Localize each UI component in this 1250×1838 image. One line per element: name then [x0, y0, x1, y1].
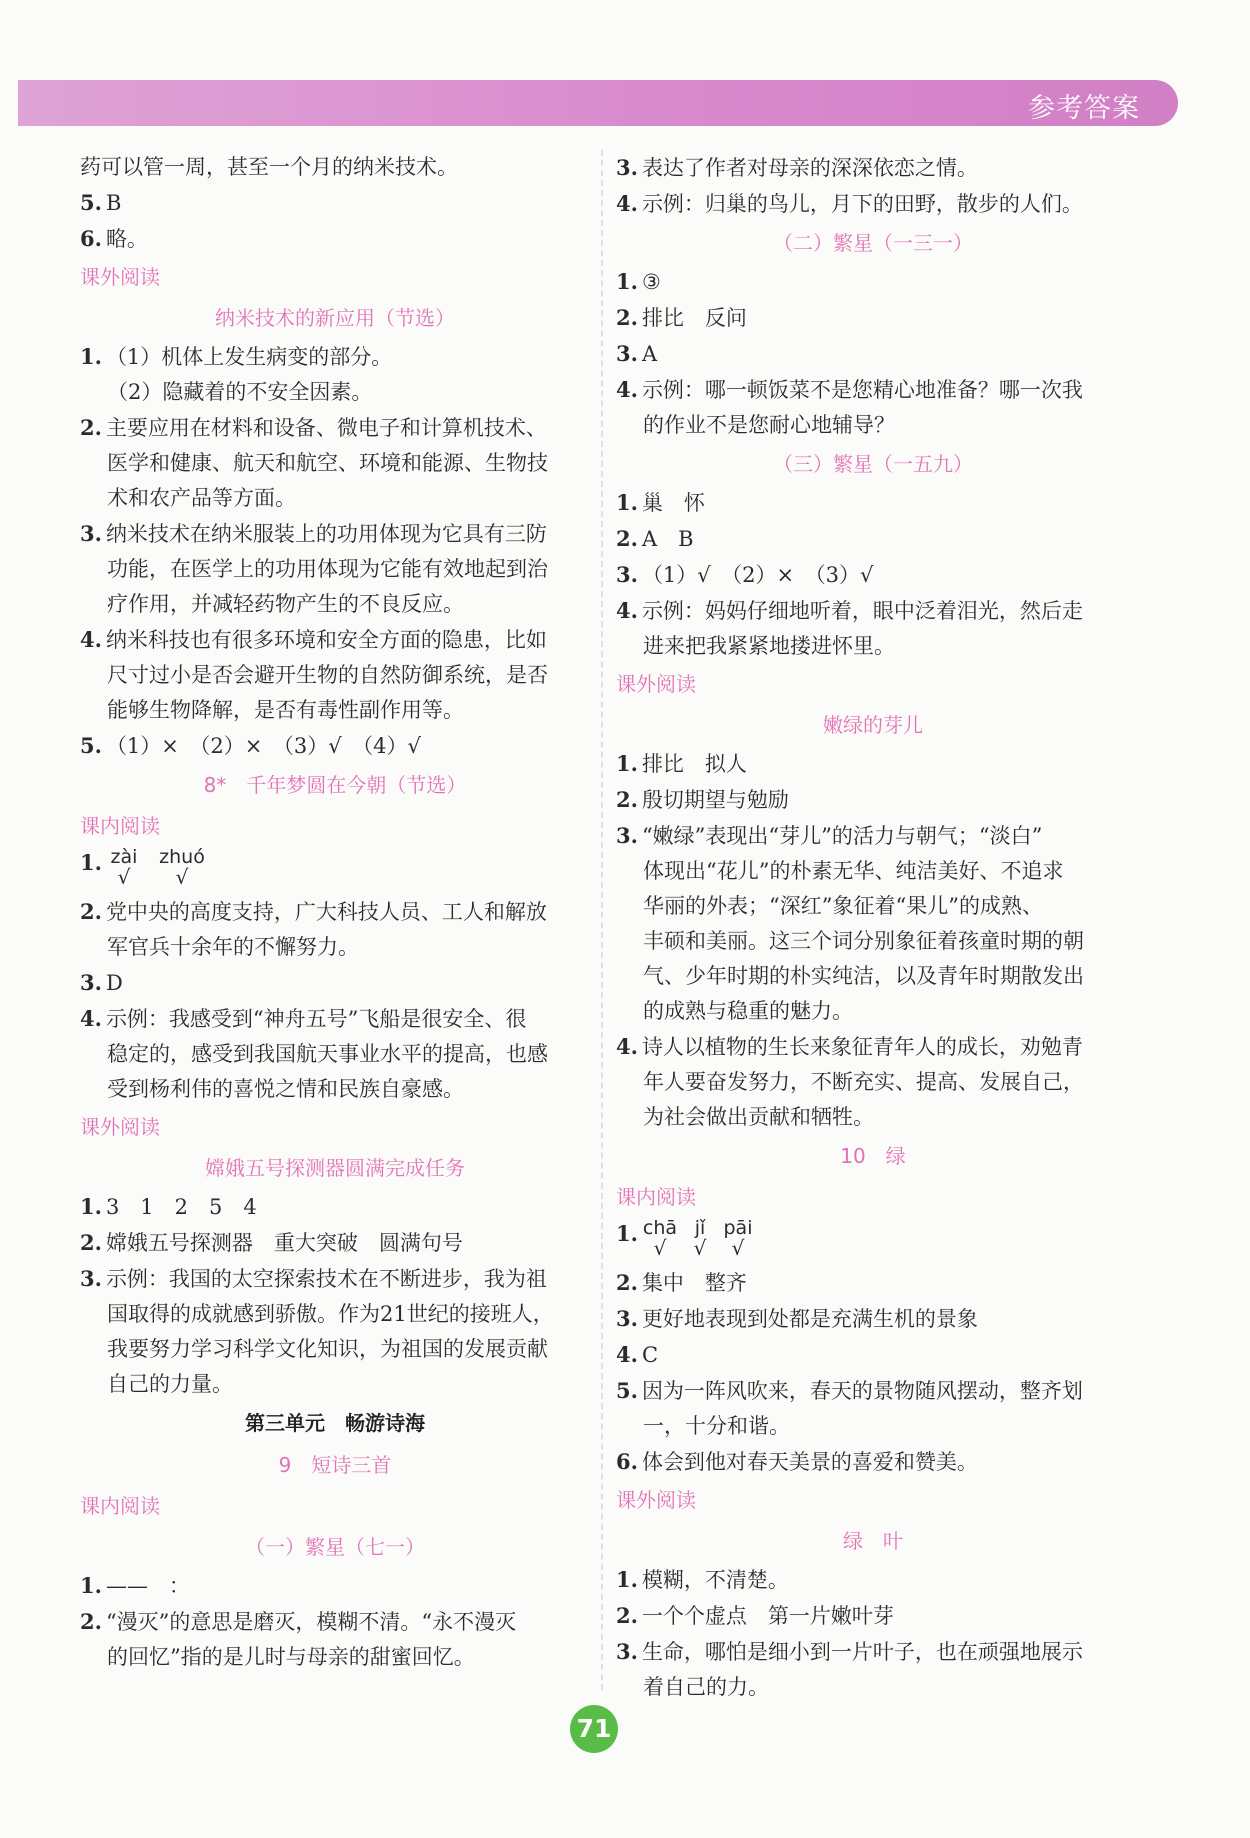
answer-line: 气、少年时期的朴实纯洁，以及青年时期散发出: [643, 964, 1084, 988]
header-title: 参考答案: [1028, 93, 1140, 124]
answer-item: 4. 示例：妈妈仔细地听着，眼中泛着泪光，然后走: [616, 598, 1083, 623]
section-label: 课外阅读: [80, 265, 160, 289]
answer-item: 1. 巢 怀: [616, 490, 705, 515]
answer-item: 3. D: [80, 970, 123, 995]
answer-item: 3. “嫩绿”表现出“芽儿”的活力与朝气；“淡白”: [616, 823, 1043, 848]
pinyin-word: zhuó √: [159, 846, 205, 889]
answer-item: 2. 主要应用在材料和设备、微电子和计算机技术、: [80, 415, 547, 440]
answer-line: 军官兵十余年的不懈努力。: [107, 935, 359, 959]
section-label: 课外阅读: [616, 672, 696, 696]
answer-item: 1. —— ：: [80, 1573, 190, 1598]
answer-item: 2. 殷切期望与勉励: [616, 787, 789, 812]
answer-item: 6. 略。: [80, 226, 148, 251]
answer-item: 1. ③: [616, 269, 661, 294]
answer-line: 稳定的，感受到我国航天事业水平的提高，也感: [107, 1042, 548, 1066]
answer-item: 4. 诗人以植物的生长来象征青年人的成长，劝勉青: [616, 1034, 1083, 1059]
answer-item: 3. 生命，哪怕是细小到一片叶子，也在顽强地展示: [616, 1639, 1083, 1664]
article-title: （二）繁星（一三一）: [773, 231, 973, 255]
answer-line: （2）隐藏着的不安全因素。: [107, 380, 373, 404]
answer-item: 2. 嫦娥五号探测器 重大突破 圆满句号: [80, 1230, 463, 1255]
answer-item: 2. 一个个虚点 第一片嫩叶芽: [616, 1603, 894, 1628]
answer-line: 功能，在医学上的功用体现为它能有效地起到治: [107, 557, 548, 581]
section-label: 课内阅读: [616, 1185, 696, 1209]
answer-item: 4. 示例：归巢的鸟儿，月下的田野，散步的人们。: [616, 191, 1083, 216]
answer-line: 自己的力量。: [107, 1372, 233, 1396]
section-label: 课外阅读: [80, 1115, 160, 1139]
answer-item: 3. A: [616, 341, 658, 366]
header-banner: [18, 80, 1178, 126]
answer-item: 2. “漫灭”的意思是磨灭，模糊不清。“永不漫灭: [80, 1609, 517, 1634]
answer-line: 尺寸过小是否会避开生物的自然防御系统，是否: [107, 663, 548, 687]
answer-item: 1. 模糊，不清楚。: [616, 1567, 789, 1592]
answer-item: 3. 示例：我国的太空探索技术在不断进步，我为祖: [80, 1266, 547, 1291]
answer-line: 的成熟与稳重的魅力。: [643, 999, 853, 1023]
answer-line: 华丽的外表；“深红”象征着“果儿”的成熟、: [643, 894, 1043, 918]
pinyin-word: jǐ √: [693, 1217, 707, 1260]
answer-item: 1. 排比 拟人: [616, 751, 747, 776]
answer-item: 4. 示例：我感受到“神舟五号”飞船是很安全、很: [80, 1006, 527, 1031]
pinyin-word: pāi √: [723, 1217, 753, 1260]
answer-item: 4. 示例：哪一顿饭菜不是您精心地准备？哪一次我: [616, 377, 1083, 402]
article-title: （三）繁星（一五九）: [773, 452, 973, 476]
answer-item: 2. 党中央的高度支持，广大科技人员、工人和解放: [80, 899, 547, 924]
answer-item: 2. 集中 整齐: [616, 1270, 747, 1295]
pinyin-answer: 1. zài √ zhuó √: [80, 846, 590, 894]
answer-line: 年人要奋发努力，不断充实、提高、发展自己，: [643, 1070, 1084, 1094]
answer-line: 进来把我紧紧地搂进怀里。: [643, 634, 895, 658]
answer-item: 1. （1）机体上发生病变的部分。: [80, 344, 393, 369]
pinyin-word: chā √: [642, 1217, 678, 1260]
answer-item: 2. A B: [616, 526, 694, 551]
article-title: 9 短诗三首: [278, 1453, 392, 1477]
answer-line: 丰硕和美丽。这三个词分别象征着孩童时期的朝: [643, 929, 1084, 953]
article-title: 纳米技术的新应用（节选）: [215, 306, 455, 330]
section-label: 课内阅读: [80, 814, 160, 838]
answer-line: 受到杨利伟的喜悦之情和民族自豪感。: [107, 1077, 464, 1101]
article-title: 绿 叶: [843, 1529, 903, 1553]
answer-item: 4. C: [616, 1342, 659, 1367]
answer-line: 着自己的力。: [643, 1675, 769, 1699]
answer-item: 5. B: [80, 190, 122, 215]
article-title: 8* 千年梦圆在今朝（节选）: [203, 773, 467, 797]
answer-item: 4. 纳米科技也有很多环境和安全方面的隐患，比如: [80, 627, 547, 652]
page-number: 71: [570, 1705, 618, 1753]
answer-line: 为社会做出贡献和牺牲。: [643, 1105, 874, 1129]
answer-line: 国取得的成就感到骄傲。作为21世纪的接班人，: [107, 1302, 554, 1326]
left-column: [80, 150, 590, 1675]
answer-line: 能够生物降解，是否有毒性副作用等。: [107, 698, 464, 722]
answer-line: 医学和健康、航天和航空、环境和能源、生物技: [107, 451, 548, 475]
answer-item: 2. 排比 反问: [616, 305, 747, 330]
article-title: 10 绿: [840, 1144, 906, 1168]
answer-line: 体现出“花儿”的朴素无华、纯洁美好、不追求: [643, 859, 1064, 883]
answer-item: 3. 表达了作者对母亲的深深依恋之情。: [616, 155, 978, 180]
answer-line: 药可以管一周，甚至一个月的纳米技术。: [80, 155, 458, 179]
answer-line: 一，十分和谐。: [643, 1414, 790, 1438]
answer-item: 5. 因为一阵风吹来，春天的景物随风摆动，整齐划: [616, 1378, 1083, 1403]
answer-item: 6. 体会到他对春天美景的喜爱和赞美。: [616, 1449, 978, 1474]
unit-title: 第三单元 畅游诗海: [245, 1411, 425, 1435]
answer-item: 3. （1）√ （2）× （3）√: [616, 562, 874, 587]
answer-line: 术和农产品等方面。: [107, 486, 296, 510]
article-title: 嫩绿的芽儿: [823, 713, 923, 737]
answer-item: 1. 3 1 2 5 4: [80, 1194, 257, 1219]
answer-line: 的回忆”指的是儿时与母亲的甜蜜回忆。: [107, 1645, 475, 1669]
answer-item: 3. 纳米技术在纳米服装上的功用体现为它具有三防: [80, 521, 547, 546]
pinyin-answer: 1. chā √ jǐ √ pāi √: [616, 1217, 1130, 1265]
article-title: 嫦娥五号探测器圆满完成任务: [205, 1156, 465, 1180]
pinyin-word: zài √: [110, 846, 138, 889]
answer-line: 的作业不是您耐心地辅导？: [643, 413, 895, 437]
section-label: 课内阅读: [80, 1494, 160, 1518]
answer-item: 5. （1）× （2）× （3）√ （4）√: [80, 733, 421, 758]
article-title: （一）繁星（七一）: [245, 1535, 425, 1559]
answer-line: 我要努力学习科学文化知识，为祖国的发展贡献: [107, 1337, 548, 1361]
column-divider: [601, 150, 603, 1690]
section-label: 课外阅读: [616, 1488, 696, 1512]
right-column: [616, 150, 1130, 1705]
answer-item: 3. 更好地表现到处都是充满生机的景象: [616, 1306, 978, 1331]
answer-line: 疗作用，并减轻药物产生的不良反应。: [107, 592, 464, 616]
